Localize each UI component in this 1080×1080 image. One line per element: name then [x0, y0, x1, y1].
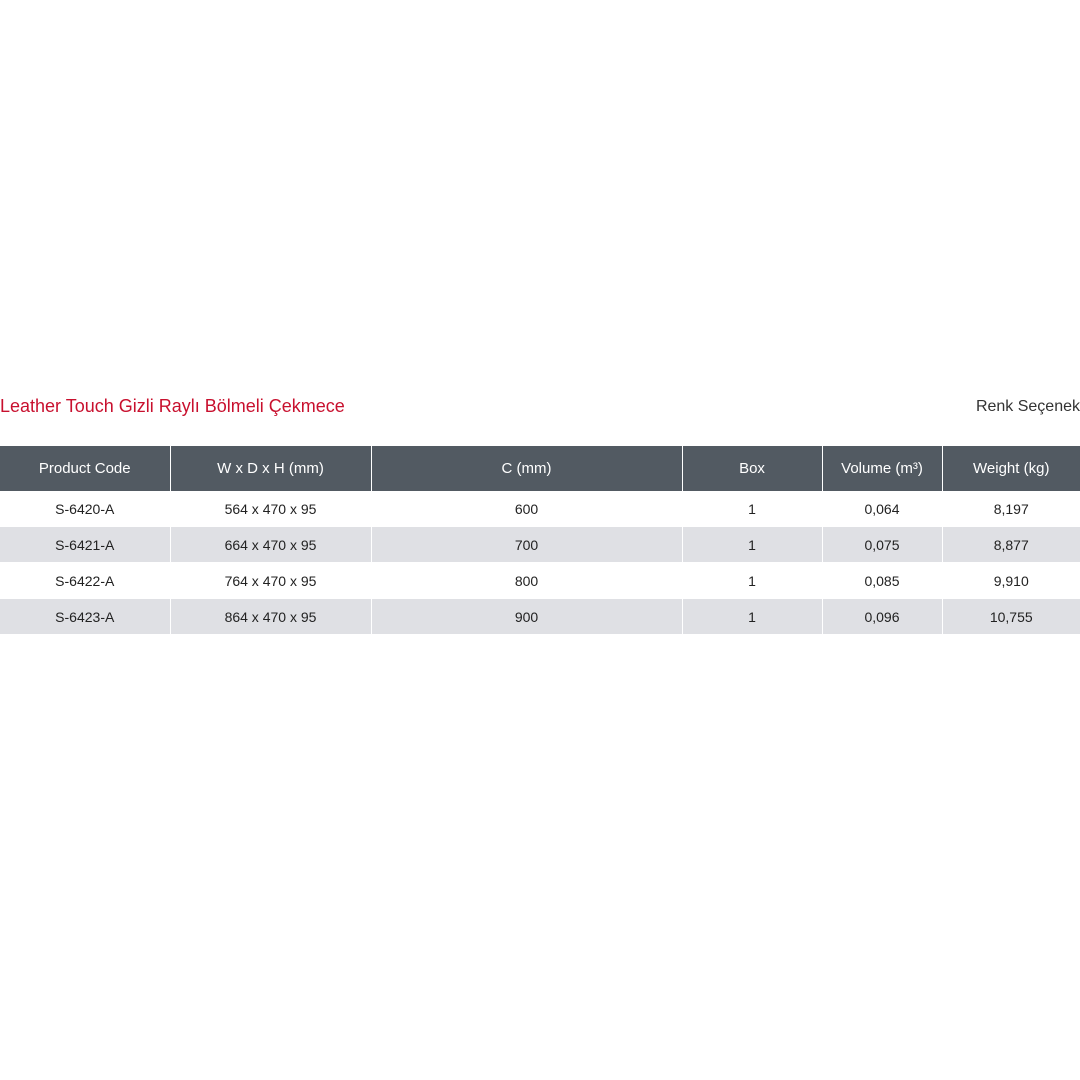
cell-box: 1 — [682, 563, 822, 599]
column-header-c: C (mm) — [371, 446, 682, 491]
cell-dimensions: 764 x 470 x 95 — [170, 563, 371, 599]
cell-weight: 8,197 — [942, 491, 1080, 527]
cell-weight: 8,877 — [942, 527, 1080, 563]
cell-product-code: S-6420-A — [0, 491, 170, 527]
table-row — [0, 599, 1080, 635]
table-row — [0, 527, 1080, 563]
cell-dimensions: 864 x 470 x 95 — [170, 599, 371, 635]
column-header-box: Box — [682, 446, 822, 491]
column-header-product-code: Product Code — [0, 446, 170, 491]
cell-weight: 10,755 — [942, 599, 1080, 635]
product-title: Leather Touch Gizli Raylı Bölmeli Çekmece — [0, 396, 345, 416]
table-row — [0, 491, 1080, 527]
cell-volume: 0,075 — [822, 527, 942, 563]
cell-product-code: S-6421-A — [0, 527, 170, 563]
cell-box: 1 — [682, 491, 822, 527]
table-header-row — [0, 446, 1080, 491]
cell-c: 800 — [371, 563, 682, 599]
cell-box: 1 — [682, 527, 822, 563]
column-header-volume: Volume (m³) — [822, 446, 942, 491]
table-row — [0, 563, 1080, 599]
cell-product-code: S-6422-A — [0, 563, 170, 599]
cell-c: 600 — [371, 491, 682, 527]
cell-c: 700 — [371, 527, 682, 563]
cell-dimensions: 564 x 470 x 95 — [170, 491, 371, 527]
cell-volume: 0,085 — [822, 563, 942, 599]
cell-weight: 9,910 — [942, 563, 1080, 599]
cell-product-code: S-6423-A — [0, 599, 170, 635]
cell-volume: 0,096 — [822, 599, 942, 635]
color-options-link[interactable]: Renk Seçenek — [975, 398, 1080, 415]
cell-box: 1 — [682, 599, 822, 635]
product-spec-table — [0, 446, 1080, 635]
cell-dimensions: 664 x 470 x 95 — [170, 527, 371, 563]
column-header-dimensions: W x D x H (mm) — [170, 446, 371, 491]
cell-c: 900 — [371, 599, 682, 635]
column-header-weight: Weight (kg) — [942, 446, 1080, 491]
cell-volume: 0,064 — [822, 491, 942, 527]
